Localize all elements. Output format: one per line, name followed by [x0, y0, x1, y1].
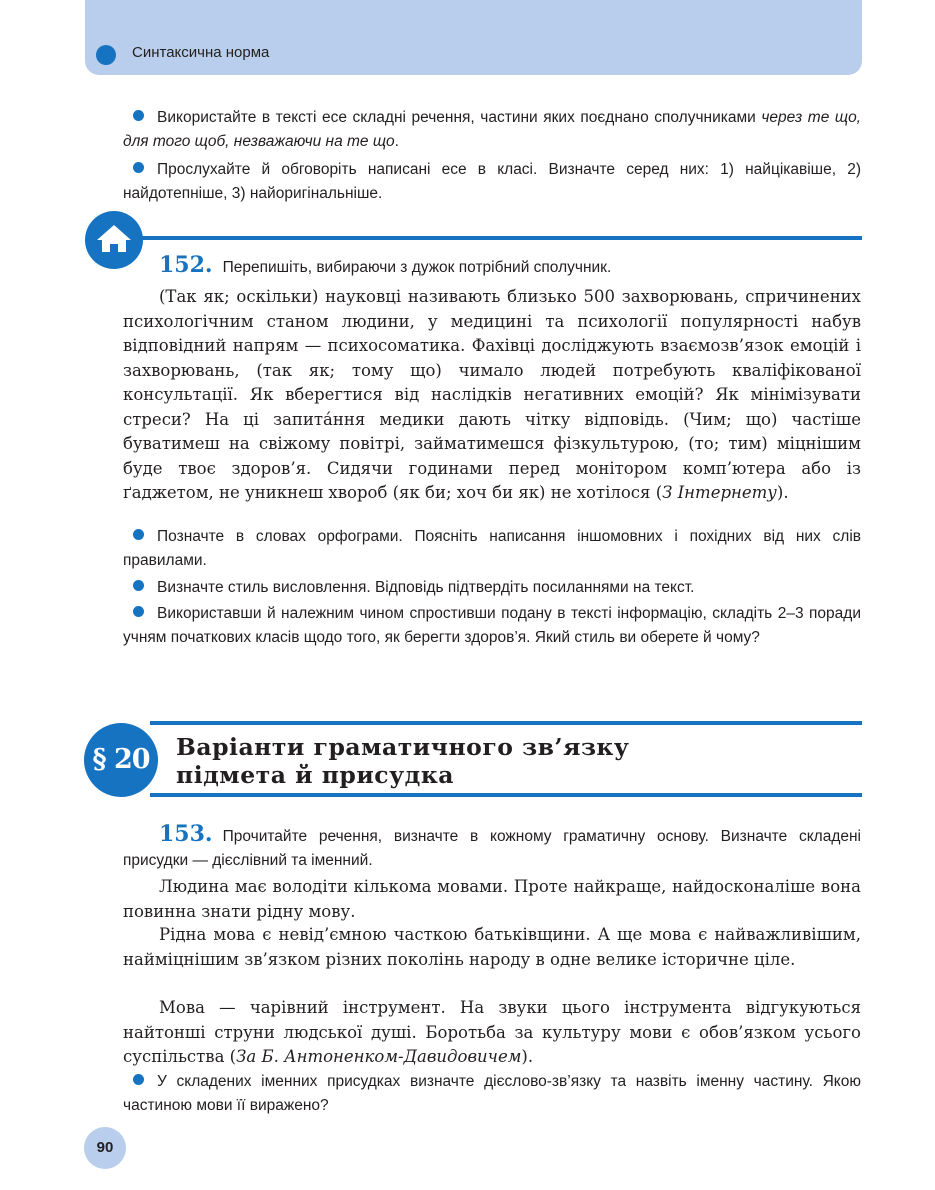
bullet-text: Прослухайте й обговоріть написані есе в класі. Визначте серед них: 1) найцікавіше, 2) найдотепніше, 3) найоригінальніше.	[123, 161, 861, 202]
section-title	[176, 733, 826, 789]
paragraph: Рідна мова є невід’ємною часткою батьківщини. А ще мова є найважливішим, найміцнішим зв’язком різних поколінь народу в одне велике історичне ціле.	[123, 925, 861, 969]
exercise-152-bullet-2	[123, 576, 861, 600]
exercise-153-bullet	[123, 1070, 861, 1118]
exercise-body-end: ).	[776, 483, 789, 502]
section-rule-bottom	[150, 793, 862, 797]
exercise-152-text	[123, 285, 861, 506]
top-bullet-1	[123, 106, 861, 154]
exercise-152-bullet-1	[123, 525, 861, 573]
exercise-152-bullet-3	[123, 602, 861, 650]
bullet-icon	[133, 110, 144, 121]
section-rule-top	[150, 721, 862, 725]
paragraph: Людина має володіти кількома мовами. Проте найкраще, найдосконаліше вона повинна знати рідну мову.	[123, 877, 861, 921]
header-bullet-icon	[96, 45, 116, 65]
bullet-text: Використавши й належним чином спростивши подану в тексті інформацію, складіть 2–3 поради учням початкових класів щодо того, як берегти здоров’я. Який стиль ви оберете й чому?	[123, 605, 861, 646]
exercise-153-paragraph-3	[123, 996, 861, 1070]
bullet-icon	[133, 606, 144, 617]
section-number-badge: § 20	[84, 723, 158, 797]
exercise-number: 152.	[159, 252, 213, 278]
exercise-instruction: Перепишіть, вибираючи з дужок потрібний сполучник.	[222, 259, 612, 276]
exercise-153-heading	[123, 822, 861, 873]
exercise-153-paragraph-1	[123, 875, 861, 924]
bullet-icon	[133, 162, 144, 173]
page-number: 90	[84, 1127, 126, 1169]
bullet-icon	[133, 580, 144, 591]
top-bullet-2	[123, 158, 861, 206]
paragraph: Мова — чарівний інструмент. На звуки цього інструмента відгукуються найтонші струни людської душі. Боротьба за культуру мови є обов’язком усього суспільства (	[123, 998, 861, 1066]
exercise-152-heading	[123, 253, 861, 280]
bullet-text: Визначте стиль висловлення. Відповідь підтвердіть посиланнями на текст.	[157, 579, 695, 596]
exercise-number: 153.	[159, 821, 213, 847]
bullet-icon	[133, 529, 144, 540]
exercise-instruction: Прочитайте речення, визначте в кожному граматичну основу. Визначте складені присудки — дієслівний та іменний.	[123, 828, 861, 869]
exercise-body: (Так як; оскільки) науковці називають близько 500 захворювань, спричинених психологічним станом людини, у медицині та психології популярності набув відповідний напрям — психосоматика. Фахівці досліджують взаємозв’язок емоцій і захворювань, (так як; тому що) чимало людей потребують кваліфікованої консультації. Як вберегтися від наслідків негативних емоцій? Як мінімізувати стреси? На ці запита́ння медики дають чітку відповідь. (Чим; що) частіше буватимеш на свіжому повітрі, займатимешся фізкультурою, (то; тим) міцнішим буде твоє здоров’я. Сидячи годинами перед монітором комп’ютера або із ґаджетом, не уникнеш хвороб (як би; хоч би як) не хотілося (	[123, 287, 861, 502]
section-title-line-2: підмета й присудка	[176, 761, 455, 789]
bullet-icon	[133, 1074, 144, 1085]
paragraph-end: ).	[521, 1047, 534, 1066]
running-header-title: Синтаксична норма	[132, 44, 270, 61]
exercise-rule	[140, 236, 862, 240]
bullet-italic: через те що, для того щоб, незважаючи на те що	[123, 109, 861, 150]
exercise-153-paragraph-2	[123, 923, 861, 972]
bullet-text: Використайте в тексті есе складні речення, частини яких поєднано сполучниками	[157, 109, 762, 126]
header-band	[85, 0, 862, 75]
paragraph-source: За Б. Антоненком-Давидовичем	[236, 1047, 522, 1066]
bullet-text: Позначте в словах орфограми. Поясніть написання іншомовних і похідних від них слів правилами.	[123, 528, 861, 569]
section-title-line-1: Варіанти граматичного зв’язку	[176, 733, 630, 761]
exercise-source: З Інтернету	[662, 483, 777, 502]
bullet-text: У складених іменних присудках визначте дієслово-зв’язку та назвіть іменну частину. Якою частиною мови її виражено?	[123, 1073, 861, 1114]
bullet-tail: .	[394, 133, 399, 150]
